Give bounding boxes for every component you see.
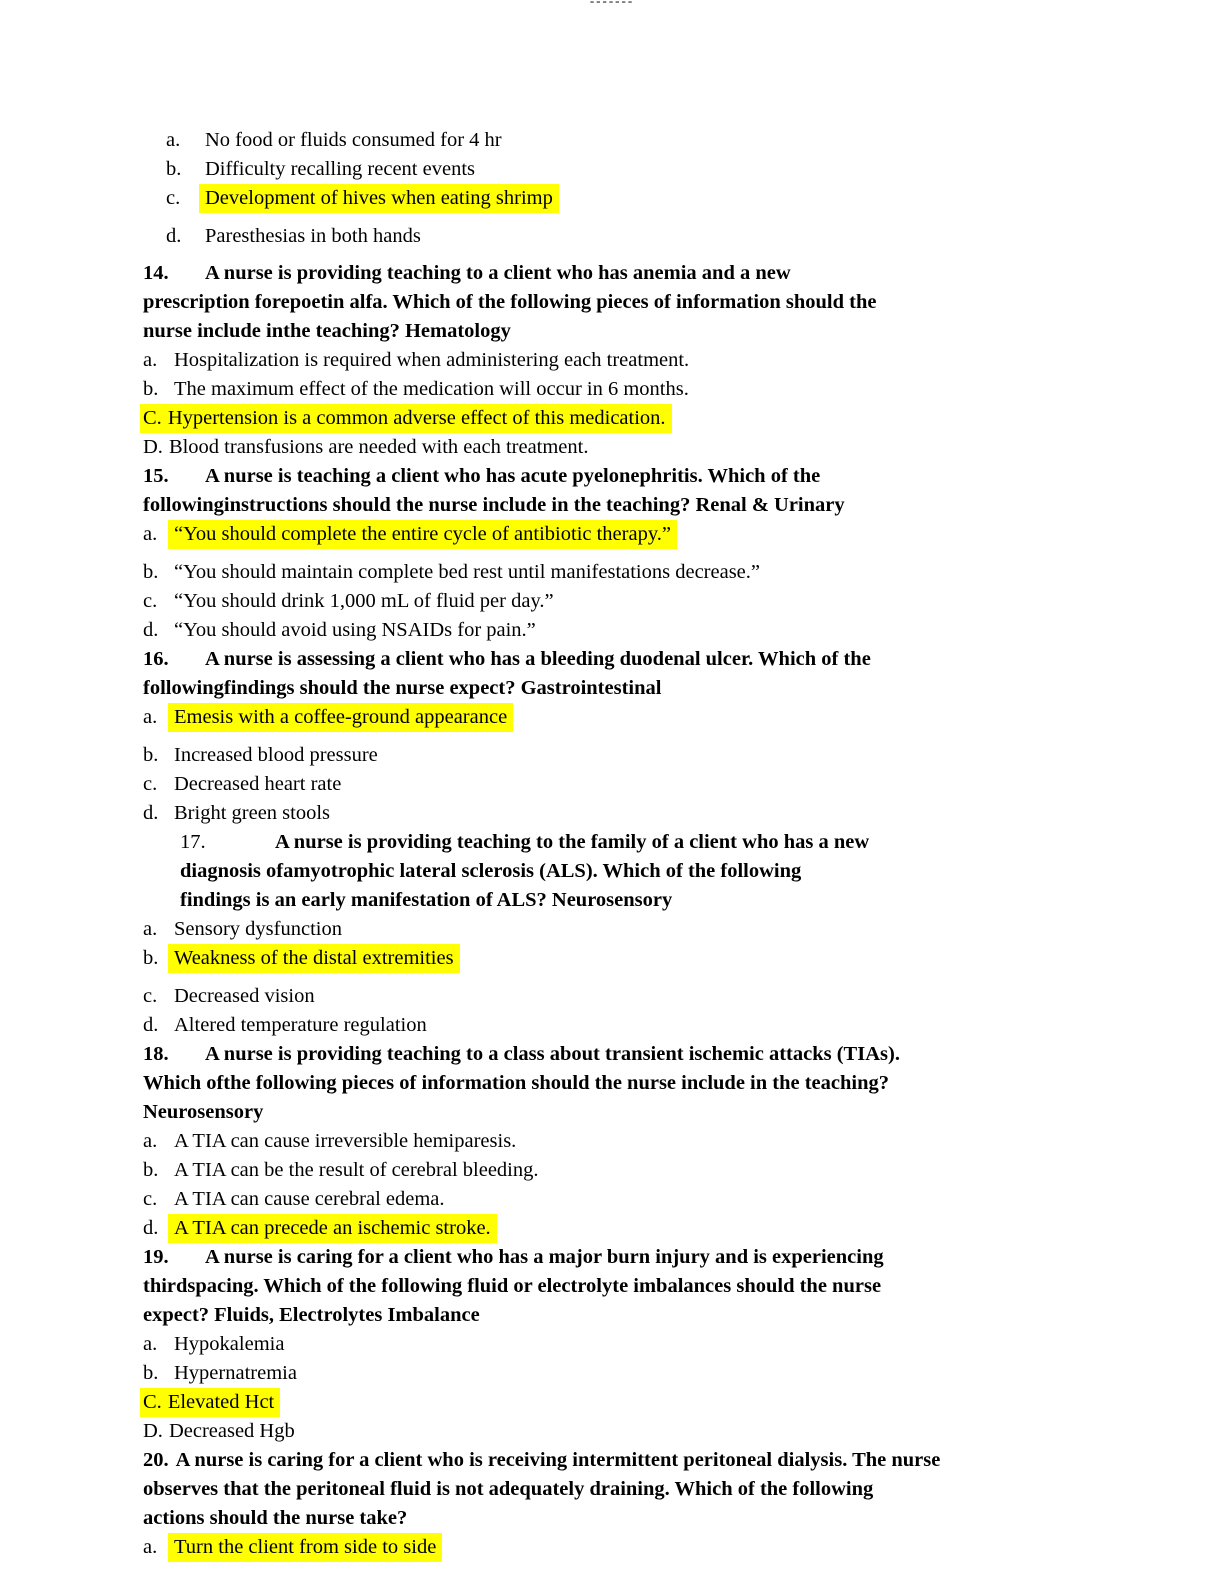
question-stem-line: 15. A nurse is teaching a client who has acute pyelonephritis. Which of the (143, 462, 1113, 491)
option-row (143, 587, 1113, 616)
option-letter: b. (143, 1362, 159, 1384)
question-stem-line: prescription forepoetin alfa. Which of the following pieces of information should the (143, 291, 877, 313)
option-row (143, 1214, 1113, 1243)
option-letter: d. (143, 1014, 159, 1036)
question-stem-line: 14. A nurse is providing teaching to a client who has anemia and a new (143, 259, 1113, 288)
option-letter: D. (143, 436, 163, 458)
answer-highlight (168, 944, 460, 973)
option-text: Weakness of the distal extremities (174, 947, 454, 969)
option-letter: b. (143, 744, 159, 766)
option-row (143, 616, 1113, 645)
option-text: Paresthesias in both hands (205, 225, 421, 247)
option-row (143, 1156, 1113, 1185)
option-row (143, 703, 1113, 732)
question-number: 14. (143, 262, 169, 284)
option-text: “You should maintain complete bed rest until manifestations decrease.” (174, 561, 761, 583)
option-letter: a. (143, 1130, 158, 1152)
option-row (143, 1359, 1113, 1388)
option-text: Decreased heart rate (174, 773, 342, 795)
option-letter: a. (143, 523, 158, 545)
option-letter: d. (143, 802, 159, 824)
answer-highlight (168, 1533, 442, 1562)
option-row (166, 184, 1113, 213)
option-row (166, 126, 1113, 155)
option-row (143, 944, 1113, 973)
answer-highlight (168, 703, 513, 732)
option-text: “You should avoid using NSAIDs for pain.” (174, 619, 536, 641)
option-letter: b. (143, 947, 159, 969)
option-text: Hypertension is a common adverse effect of this medication. (167, 407, 666, 429)
option-letter: c. (143, 590, 158, 612)
option-letter: D. (143, 1420, 163, 1442)
option-letter: C. (143, 407, 162, 429)
option-letter: a. (143, 918, 158, 940)
question-number: 15. (143, 465, 169, 487)
question-stem-line: thirdspacing. Which of the following fluid or electrolyte imbalances should the nurse (143, 1275, 882, 1297)
answer-options-block (143, 915, 1113, 1040)
question-stem-line: expect? Fluids, Electrolytes Imbalance (143, 1304, 480, 1326)
option-text: A TIA can precede an ischemic stroke. (174, 1217, 491, 1239)
question-stem-line: 20. A nurse is caring for a client who is receiving intermittent peritoneal dialysis. The nurse (143, 1446, 1113, 1475)
question-stem-line: 17. A nurse is providing teaching to the family of a client who has a new (180, 828, 1113, 857)
option-letter: c. (166, 187, 181, 209)
option-text: A TIA can cause cerebral edema. (174, 1188, 445, 1210)
option-row (143, 433, 1113, 462)
option-text: Turn the client from side to side (174, 1536, 437, 1558)
question-block (143, 259, 1113, 462)
option-text: A TIA can cause irreversible hemiparesis. (174, 1130, 517, 1152)
document-content (143, 126, 1113, 1562)
answer-highlight (168, 520, 677, 549)
option-text: Increased blood pressure (174, 744, 378, 766)
option-text: Hypernatremia (174, 1362, 297, 1384)
option-text: Blood transfusions are needed with each treatment. (168, 436, 589, 458)
option-letter: a. (143, 1333, 158, 1355)
question-stem-line: Neurosensory (143, 1101, 264, 1123)
option-row (143, 1185, 1113, 1214)
question-stem-line: followingfindings should the nurse expect? Gastrointestinal (143, 677, 662, 699)
answer-highlight (140, 1388, 280, 1417)
option-letter: C. (143, 1391, 162, 1413)
question-block (143, 462, 1113, 645)
option-text: A TIA can be the result of cerebral bleeding. (174, 1159, 539, 1181)
option-row (143, 1533, 1113, 1562)
option-row (143, 1011, 1113, 1040)
option-letter: c. (143, 773, 158, 795)
question-stem-line: 16. A nurse is assessing a client who has a bleeding duodenal ulcer. Which of the (143, 645, 1113, 674)
question-number: 18. (143, 1043, 169, 1065)
question-block (143, 1040, 1113, 1243)
question-block (143, 1446, 1113, 1562)
question-number: 17. (180, 831, 206, 853)
question-number: 20. (143, 1449, 169, 1471)
option-text: No food or fluids consumed for 4 hr (205, 129, 502, 151)
question-block (143, 828, 1113, 915)
question-stem-line: 19. A nurse is caring for a client who has a major burn injury and is experiencing (143, 1243, 1113, 1272)
option-row (166, 155, 1113, 184)
option-letter: b. (143, 378, 159, 400)
answer-highlight (140, 404, 672, 433)
option-text: Difficulty recalling recent events (205, 158, 475, 180)
option-text: Bright green stools (174, 802, 331, 824)
option-row (143, 404, 1113, 433)
option-row (143, 915, 1113, 944)
option-letter: c. (143, 985, 158, 1007)
question-stem-line: actions should the nurse take? (143, 1507, 408, 1529)
question-number: 19. (143, 1246, 169, 1268)
question-stem-line: findings is an early manifestation of ALS? Neurosensory (180, 889, 673, 911)
option-row (143, 1417, 1113, 1446)
question-block (143, 1243, 1113, 1446)
option-row (143, 1330, 1113, 1359)
option-row (143, 982, 1113, 1011)
option-letter: a. (143, 1536, 158, 1558)
option-row (143, 770, 1113, 799)
question-block (143, 645, 1113, 828)
option-text: “You should complete the entire cycle of antibiotic therapy.” (174, 523, 671, 545)
option-letter: d. (143, 1217, 159, 1239)
question-stem-line: Which ofthe following pieces of information should the nurse include in the teaching? (143, 1072, 890, 1094)
option-text: “You should drink 1,000 mL of fluid per day.” (174, 590, 554, 612)
option-text: Hypokalemia (174, 1333, 285, 1355)
option-letter: a. (143, 706, 158, 728)
option-text: Hospitalization is required when administering each treatment. (174, 349, 690, 371)
answer-options-block (143, 126, 1113, 251)
question-stem-line: followinginstructions should the nurse include in the teaching? Renal & Urinary (143, 494, 845, 516)
option-letter: b. (143, 1159, 159, 1181)
question-number: 16. (143, 648, 169, 670)
option-text: The maximum effect of the medication will occur in 6 months. (174, 378, 689, 400)
question-stem-line: 18. A nurse is providing teaching to a class about transient ischemic attacks (TIAs). (143, 1040, 1113, 1069)
question-stem-line: diagnosis ofamyotrophic lateral sclerosis (ALS). Which of the following (180, 860, 802, 882)
option-letter: a. (166, 129, 181, 151)
option-row (143, 346, 1113, 375)
question-stem-line: observes that the peritoneal fluid is not adequately draining. Which of the following (143, 1478, 874, 1500)
option-text: Development of hives when eating shrimp (205, 187, 553, 209)
option-letter: c. (143, 1188, 158, 1210)
option-row (143, 1127, 1113, 1156)
question-stem-line: nurse include inthe teaching? Hematology (143, 320, 511, 342)
option-letter: b. (143, 561, 159, 583)
option-text: Sensory dysfunction (174, 918, 342, 940)
page-top-mark: ------- (589, 0, 635, 8)
option-row (166, 222, 1113, 251)
option-text: Elevated Hct (167, 1391, 275, 1413)
option-row (143, 375, 1113, 404)
option-text: Emesis with a coffee-ground appearance (174, 706, 508, 728)
option-text: Altered temperature regulation (174, 1014, 427, 1036)
option-letter: d. (166, 225, 182, 247)
option-text: Decreased Hgb (168, 1420, 295, 1442)
answer-highlight (199, 184, 559, 213)
option-row (143, 1388, 1113, 1417)
option-row (143, 799, 1113, 828)
option-row (143, 520, 1113, 549)
option-letter: b. (166, 158, 182, 180)
answer-highlight (168, 1214, 497, 1243)
option-letter: d. (143, 619, 159, 641)
option-row (143, 558, 1113, 587)
option-letter: a. (143, 349, 158, 371)
option-row (143, 741, 1113, 770)
option-text: Decreased vision (174, 985, 315, 1007)
